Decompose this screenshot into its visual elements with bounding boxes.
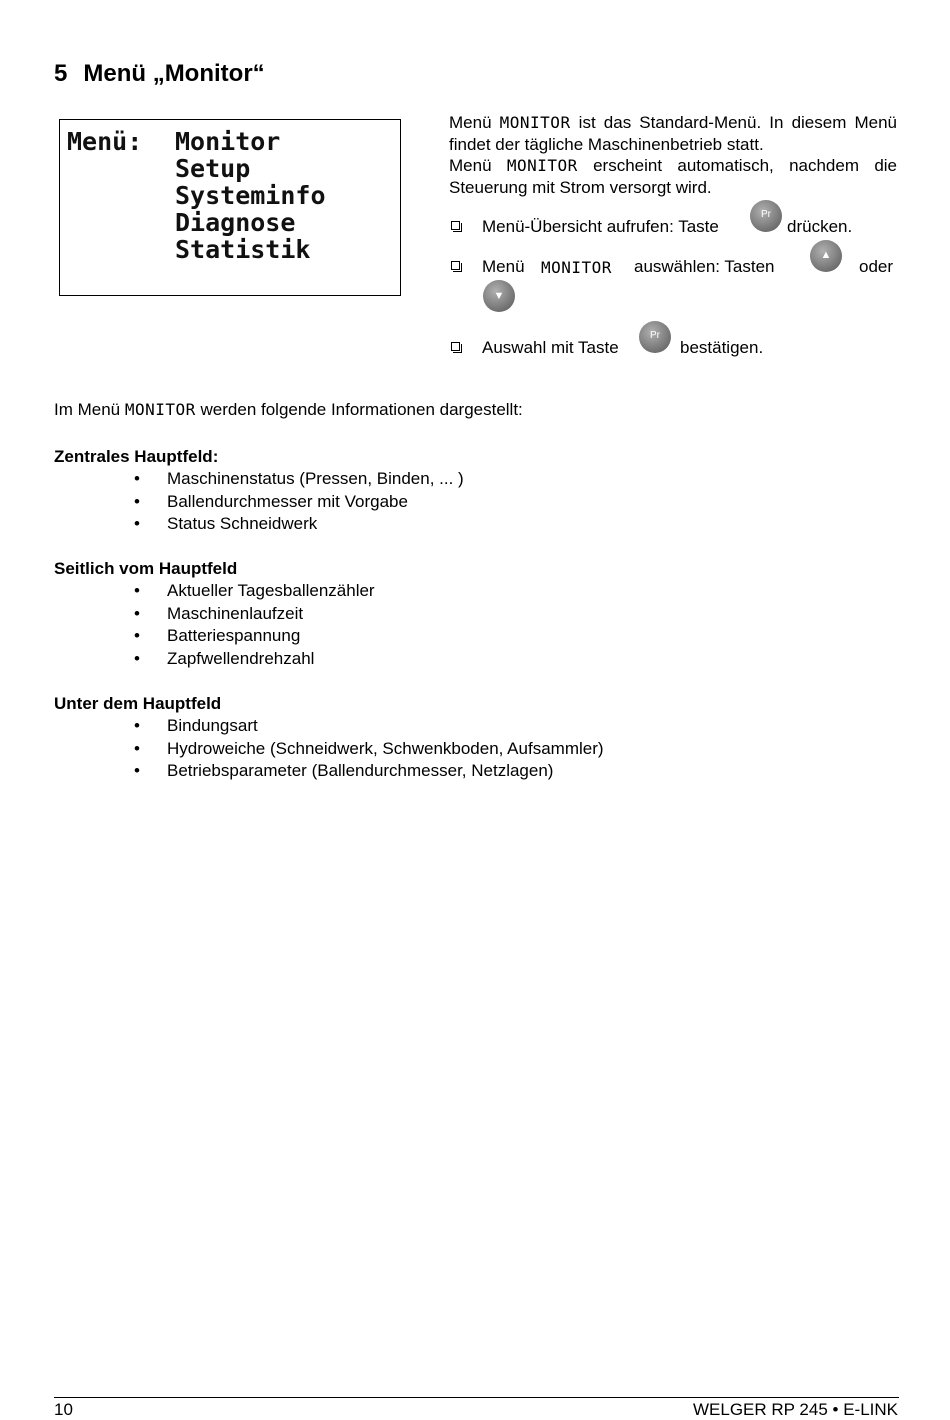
page-title — [54, 60, 265, 88]
list-item-text: Betriebsparameter (Ballendurchmesser, Netzlagen) — [167, 761, 554, 781]
bullet-icon: • — [134, 738, 140, 758]
list-item — [54, 491, 874, 514]
list-item-text: Hydroweiche (Schneidwerk, Schwenkboden, Aufsammler) — [167, 738, 604, 758]
step-text: Menü — [482, 257, 525, 276]
down-arrow-key-icon: ▼ — [483, 280, 515, 312]
body-text: werden folgende Informationen dargestellt: — [195, 400, 523, 419]
lcd-display — [59, 119, 401, 296]
bullet-icon: • — [134, 603, 140, 623]
section-heading: Seitlich vom Hauptfeld — [54, 559, 238, 578]
lcd-menu-list — [175, 128, 326, 263]
list-item — [54, 468, 874, 491]
step-select-monitor — [449, 249, 897, 316]
section-number: 5 — [54, 60, 68, 87]
step-text: Auswahl mit Taste — [482, 338, 619, 357]
lcd-item-systeminfo: Systeminfo — [175, 181, 326, 210]
bullet-icon: • — [134, 761, 140, 781]
bullet-icon: • — [134, 514, 140, 534]
step-confirm — [449, 330, 897, 361]
list-item-text: Zapfwellendrehzahl — [167, 649, 315, 669]
list-item-text: Maschinenlaufzeit — [167, 603, 304, 623]
section-title: Menü „Monitor“ — [83, 60, 265, 87]
document-title: WELGER RP 245 • E-LINK — [693, 1400, 898, 1419]
list-item-text: Batteriespannung — [167, 626, 301, 646]
section-heading: Zentrales Hauptfeld: — [54, 447, 219, 466]
list-item — [54, 603, 874, 626]
lcd-menu-label: Menü: — [67, 127, 143, 156]
step-text: oder — [859, 257, 894, 276]
footer-divider — [54, 1397, 899, 1398]
intro-text: ist das Standard-Menü. In diesem Menü findet der tägliche Maschinenbetrieb statt. — [449, 113, 897, 154]
page-number: 10 — [54, 1400, 73, 1419]
section-seitlich-vom-hauptfeld — [54, 558, 874, 671]
checkbox-bullet-icon — [451, 342, 460, 351]
list-item — [54, 513, 874, 536]
section-zentrales-hauptfeld — [54, 446, 874, 536]
intro-text: erscheint automatisch, nachdem die Steuerung mit Strom versorgt wird. — [449, 156, 898, 197]
bullet-list — [54, 580, 874, 671]
code-monitor: MONITOR — [499, 113, 571, 132]
list-item-text: Ballendurchmesser mit Vorgabe — [167, 491, 408, 511]
list-item-text: Bindungsart — [167, 716, 258, 735]
section-unter-dem-hauptfeld — [54, 693, 874, 783]
step-text: drücken. — [787, 217, 853, 236]
bullet-list — [54, 715, 874, 783]
lcd-item-statistik: Statistik — [175, 235, 311, 264]
step-text: auswählen: Tasten — [634, 257, 775, 276]
bullet-icon: • — [134, 649, 140, 669]
code-monitor: MONITOR — [541, 258, 612, 277]
intro-paragraph — [449, 112, 897, 198]
step-text: bestätigen. — [680, 338, 764, 357]
body-text: Im Menü — [54, 400, 125, 419]
monitor-info-intro — [54, 400, 523, 420]
bullet-icon: • — [134, 581, 140, 600]
bullet-list — [54, 468, 874, 536]
code-monitor: MONITOR — [124, 400, 196, 419]
list-item — [54, 738, 874, 761]
bullet-icon: • — [134, 626, 140, 646]
section-heading: Unter dem Hauptfeld — [54, 694, 222, 713]
list-item — [54, 648, 874, 671]
list-item — [54, 760, 874, 783]
bullet-icon: • — [134, 469, 140, 488]
list-item — [54, 625, 874, 648]
lcd-item-diagnose: Diagnose — [175, 208, 296, 237]
list-item — [54, 715, 874, 738]
up-arrow-key-icon: ▲ — [810, 240, 842, 272]
lcd-item-monitor: Monitor — [175, 127, 281, 156]
list-item-text: Aktueller Tagesballenzähler — [167, 581, 375, 600]
checkbox-bullet-icon — [451, 261, 460, 270]
step-open-menu — [449, 209, 897, 240]
pr-key-icon: Pr — [639, 321, 671, 353]
intro-text: Menü — [449, 113, 500, 132]
list-item-text: Maschinenstatus (Pressen, Binden, ... ) — [167, 469, 464, 488]
step-text: Menü-Übersicht aufrufen: Taste — [482, 217, 719, 236]
lcd-item-setup: Setup — [175, 154, 251, 183]
intro-text: Menü — [449, 156, 507, 175]
pr-key-icon: Pr — [750, 200, 782, 232]
list-item-text: Status Schneidwerk — [167, 514, 318, 534]
code-monitor: MONITOR — [506, 156, 578, 175]
bullet-icon: • — [134, 491, 140, 511]
bullet-icon: • — [134, 716, 140, 735]
checkbox-bullet-icon — [451, 221, 460, 230]
list-item — [54, 580, 874, 603]
